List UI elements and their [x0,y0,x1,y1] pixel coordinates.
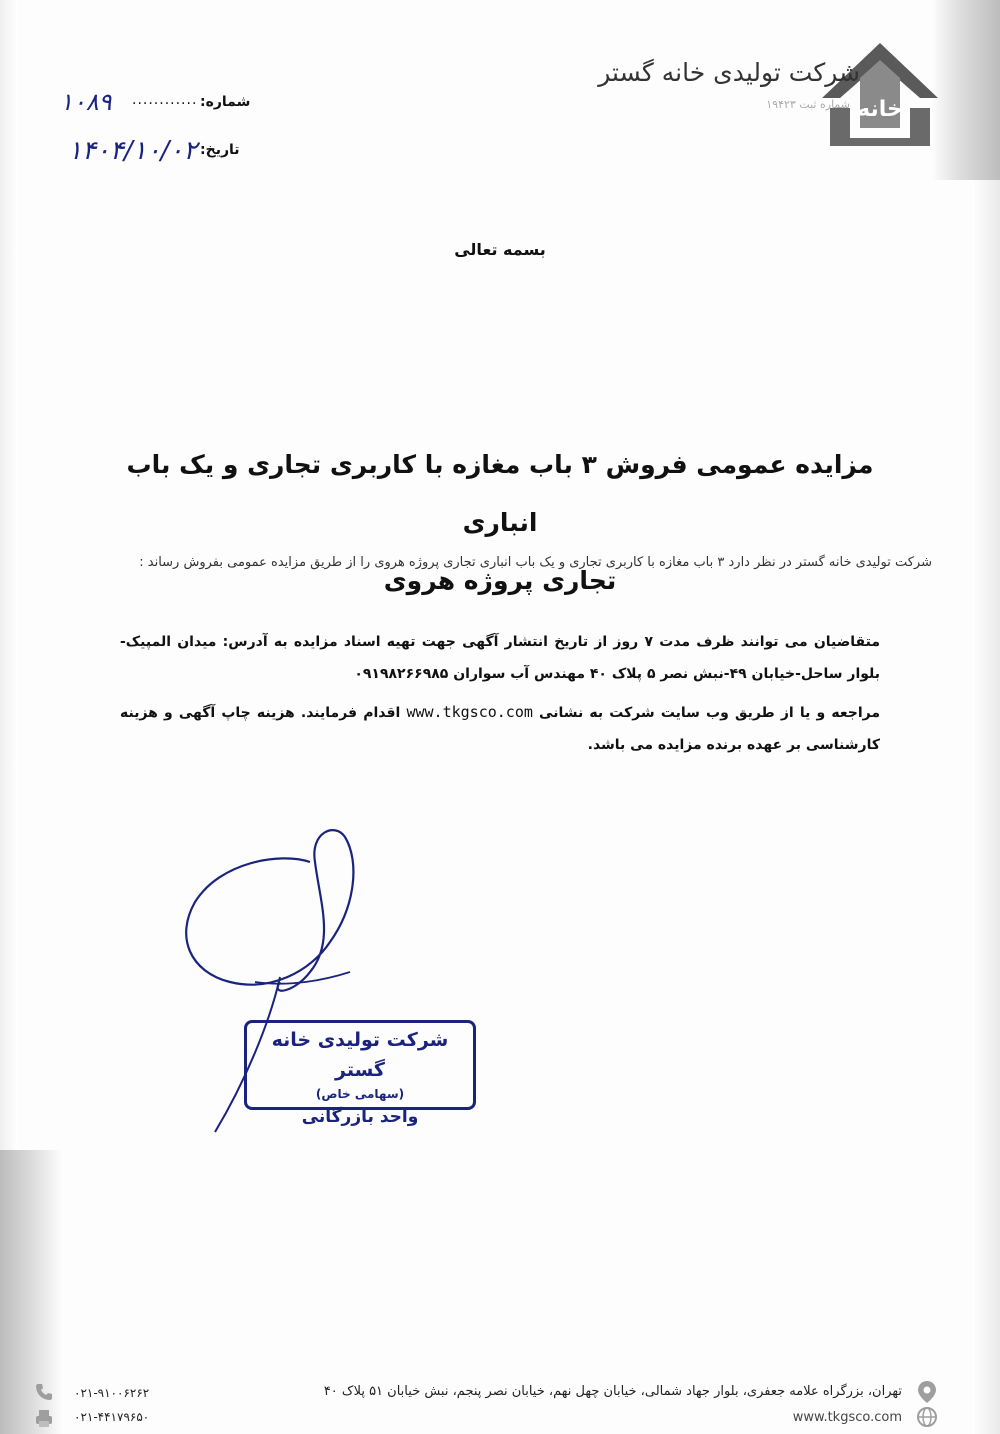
company-registration: شماره ثبت ۱۹۴۲۳ [766,98,850,111]
company-logo [820,38,940,148]
company-header-name: شرکت تولیدی خانه گستر [598,58,860,87]
decorative-edge-left-bottom [0,1150,64,1434]
location-pin-icon [916,1380,938,1404]
title-line-1: مزایده عمومی فروش ۳ باب مغازه با کاربری تجاری و یک باب انباری [126,450,874,537]
logo-lettering: خانه [857,97,903,122]
stamp-department: واحد بازرگانی [301,1107,419,1127]
invocation-heading: بسمه تعالی [454,240,546,259]
number-label: شماره: [200,94,251,110]
decorative-edge-left [0,0,18,1150]
body-paragraph-2 [120,696,880,761]
body-paragraph-1: متقاضیان می توانند ظرف مدت ۷ روز از تاریخ انتشار آگهی جهت تهیه اسناد مزایده به آدرس: میدان المپیک- بلوار ساحل-خیابان ۴۹-نبش نصر ۵ پلاک ۴۰ مهندس آب سواران ۰۹۱۹۸۲۶۶۹۸۵ [120,634,880,682]
logo-icon [820,38,940,148]
stamp-company-type: (سهامی خاص) [315,1087,405,1101]
decorative-edge-top-right [930,0,1000,180]
letter-number-handwritten: ۱۰۸۹ [60,88,112,116]
footer-phone: ۰۲۱-۹۱۰۰۶۲۶۲ [74,1386,150,1400]
footer-fax: ۰۲۱-۴۴۱۷۹۶۵۰ [74,1410,150,1424]
decorative-edge-right [972,180,1000,1434]
date-label: تاریخ: [200,142,240,158]
website-link[interactable]: www.tkgsco.com [406,703,533,721]
body-text [120,626,880,767]
body-paragraph-2-start: مراجعه و یا از طریق وب سایت شرکت به نشانی [539,705,881,721]
number-dots: ............ [132,92,198,108]
announcement-title [100,436,900,610]
fax-icon [34,1408,54,1428]
footer-address: تهران، بزرگراه علامه جعفری، بلوار جهاد شمالی، خیابان چهل نهم، خیابان نصر پنجم، نبش خیابان ۵۱ پلاک ۴۰ [323,1384,902,1399]
stamp-company-name: شرکت تولیدی خانه گستر [271,1029,449,1081]
phone-icon [34,1382,54,1402]
title-line-2: تجاری پروژه هروی [383,566,617,595]
globe-icon [916,1406,938,1428]
intro-paragraph: شرکت تولیدی خانه گستر در نظر دارد ۳ باب مغازه با کاربری تجاری و یک باب انباری تجاری پروژه هروی را از طریق مزایده عمومی بفروش رساند : [139,555,932,570]
letter-date-handwritten: ۱۴۰۴/۱۰/۰۲ [68,136,198,166]
footer-website[interactable]: www.tkgsco.com [792,1410,902,1425]
body-paragraph-2-end: اقدام فرمایند. هزینه چاپ آگهی و هزینه کارشناسی بر عهده برنده مزایده می باشد. [120,705,880,753]
company-stamp [244,1020,476,1127]
